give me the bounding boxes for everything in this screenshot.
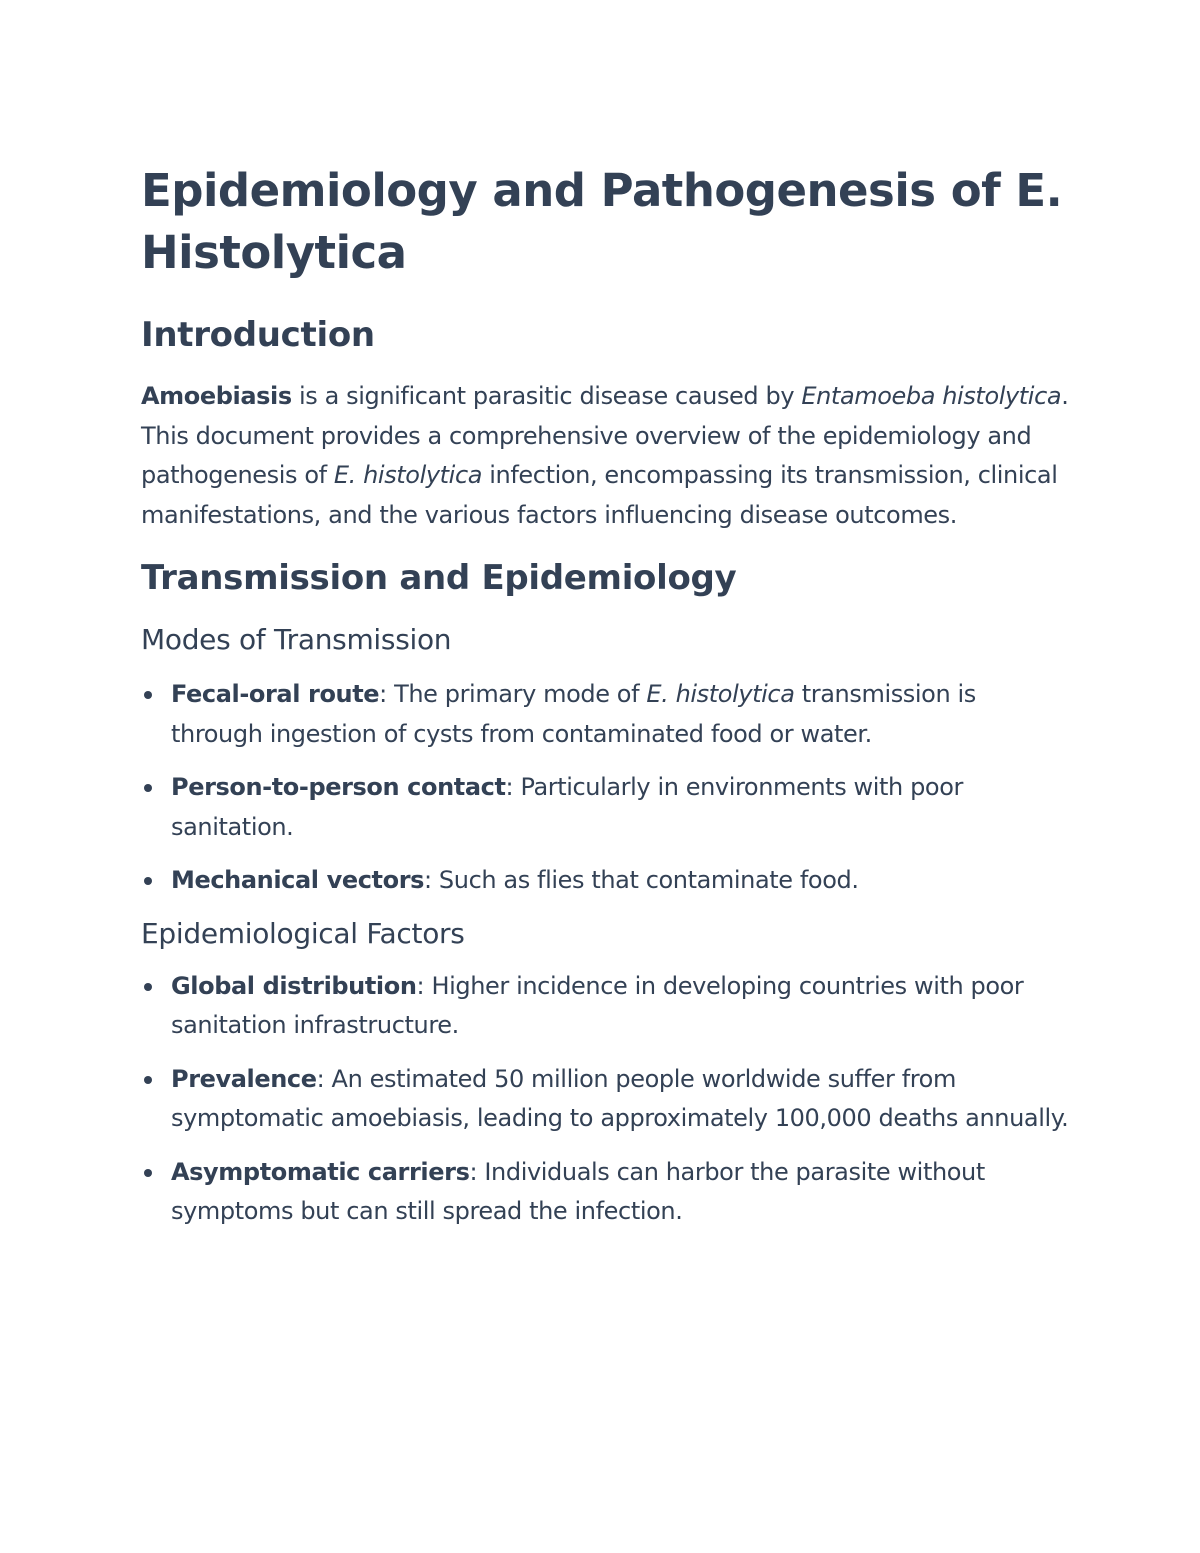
list-item-term: Mechanical vectors [171, 866, 425, 894]
bullet-icon [144, 691, 152, 699]
page-title: Epidemiology and Pathogenesis of E. Histolytica [141, 164, 1063, 279]
intro-text-2: . This document provides a comprehensive overview of the epidemiology and pathogenesis of [141, 382, 1069, 489]
introduction-paragraph [141, 377, 1071, 535]
document-content [141, 160, 1071, 1246]
transmission-heading: Transmission and Epidemiology [141, 558, 737, 598]
list-item-person-to-person [141, 768, 1071, 847]
list-item-prevalence [141, 1060, 1071, 1139]
list-item-term: Person-to-person contact [171, 773, 506, 801]
list-item-asymptomatic-carriers [141, 1153, 1071, 1232]
bullet-icon [144, 1169, 152, 1177]
list-item-mechanical-vectors [141, 861, 1071, 901]
list-item-text: : The primary mode of [379, 680, 647, 708]
introduction-heading: Introduction [141, 315, 375, 355]
list-item-term: Prevalence [171, 1064, 317, 1093]
list-item-term: Fecal-oral route [171, 680, 380, 708]
list-item-term: Asymptomatic carriers [171, 1157, 470, 1186]
bullet-icon [144, 877, 152, 885]
intro-text-1: is a significant parasitic disease caused by [291, 382, 802, 410]
factors-heading: Epidemiological Factors [141, 916, 465, 950]
list-item-text: transmission is through ingestion of cysts from contaminated food or water. [171, 680, 976, 748]
list-item-text: : Individuals can harbor the parasite without symptoms but can still spread the infection. [171, 1157, 985, 1225]
list-item-text: : An estimated 50 million people worldwide suffer from symptomatic amoebiasis, leading to approximately 100,000 deaths annually. [171, 1064, 1069, 1132]
intro-text-3: infection, encompassing its transmission, clinical manifestations, and the various factors influencing disease outcomes. [141, 461, 1058, 529]
factors-list [141, 967, 1071, 1232]
bullet-icon [144, 1076, 152, 1084]
species-name: Entamoeba histolytica [801, 382, 1062, 410]
term-amoebiasis: Amoebiasis [141, 382, 292, 410]
list-item-term: Global distribution [171, 971, 417, 1000]
bullet-icon [144, 784, 152, 792]
species-short-name: E. histolytica [333, 461, 483, 489]
bullet-icon [144, 983, 152, 991]
list-item-text: : Such as flies that contaminate food. [424, 866, 859, 894]
list-item-global-distribution [141, 967, 1071, 1046]
list-item-italic: E. histolytica [646, 680, 795, 708]
list-item-fecal-oral [141, 675, 1071, 754]
modes-list [141, 675, 1071, 901]
list-item-text: : Particularly in environments with poor sanitation. [171, 773, 963, 841]
list-item-text: : Higher incidence in developing countries with poor sanitation infrastructure. [171, 971, 1024, 1039]
modes-heading: Modes of Transmission [141, 623, 452, 656]
